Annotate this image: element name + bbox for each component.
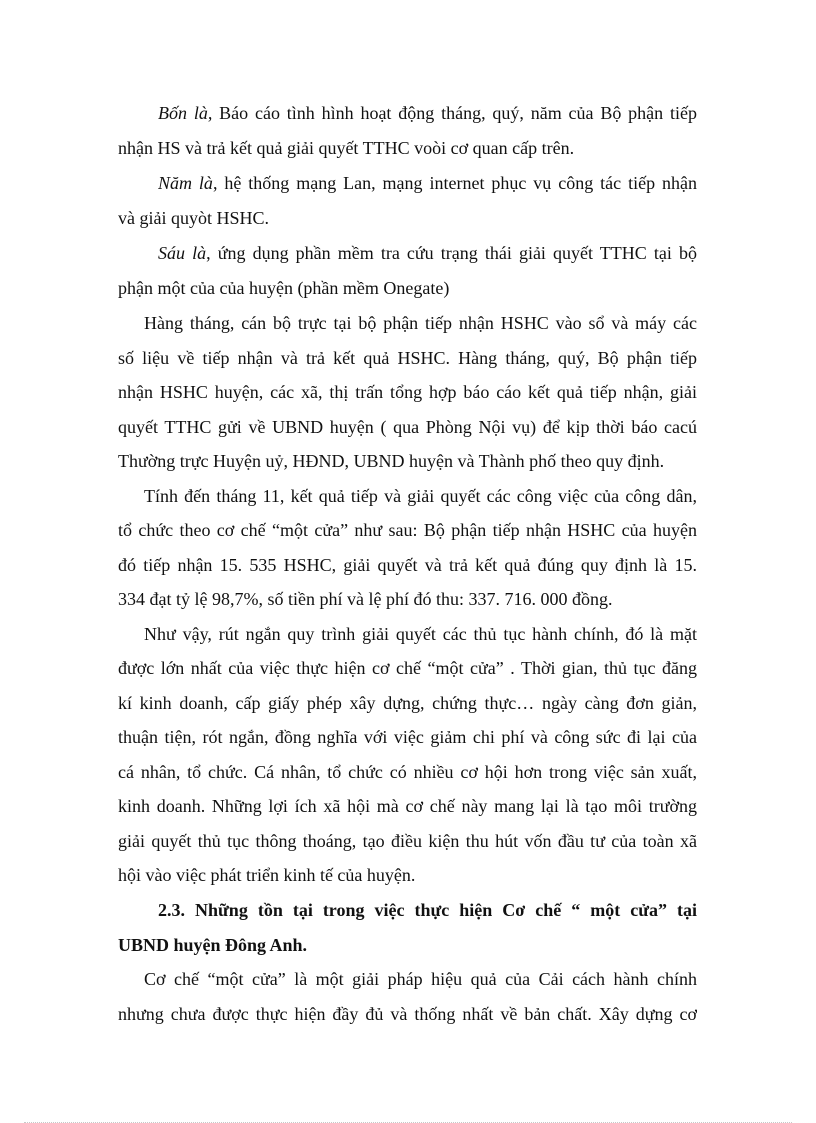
paragraph-tinh-den-line-3: đó tiếp nhận 15. 535 HSHC, giải quyết và trả kết quả đúng quy định là 15. [118,555,697,575]
paragraph-nhu-vay-line-4: thuận tiện, rót ngắn, đồng nghĩa với việc giảm chi phí và công sức đi lại của [118,727,697,747]
paragraph-nam-la-line-1 [158,169,697,197]
paragraph-tinh-den-line-4: 334 đạt tỷ lệ 98,7%, số tiền phí và lệ phí đó thu: 337. 716. 000 đồng. [118,589,613,609]
paragraph-hang-thang-line-3: nhận HSHC huyện, các xã, thị trấn tổng hợp báo cáo kết quả tiếp nhận, giải [118,382,697,402]
paragraph-hang-thang-line-1: Hàng tháng, cán bộ trực tại bộ phận tiếp nhận HSHC vào sổ và máy các [144,313,697,333]
section-heading-2-3-line-1: 2.3. Những tồn tại trong việc thực hiện Cơ chế “ một cửa” tại [158,900,697,920]
paragraph-nhu-vay-line-3: kí kinh doanh, cấp giấy phép xây dựng, chứng thực… ngày càng đơn giản, [118,693,697,713]
paragraph-lead-italic: Bốn là, [158,103,213,123]
paragraph-text: , ứng dụng phần mềm tra cứu trạng thái giải quyết TTHC tại bộ [206,243,697,263]
paragraph-co-che-line-2: nhưng chưa được thực hiện đầy đủ và thống nhất về bản chất. Xây dựng cơ [118,1004,697,1024]
paragraph-nhu-vay-line-8: hội vào việc phát triển kinh tế của huyện. [118,865,416,885]
paragraph-hang-thang-line-4: quyết TTHC gửi về UBND huyện ( qua Phòng Nội vụ) để kịp thời báo cacú [118,417,697,437]
paragraph-nhu-vay-line-5: cá nhân, tổ chức. Cá nhân, tổ chức có nhiều cơ hội hơn trong việc sản xuất, [118,762,697,782]
paragraph-bon-la-line-1 [158,99,697,127]
paragraph-nhu-vay-line-6: kinh doanh. Những lợi ích xã hội mà cơ chế này mang lại là tạo môi trường [118,796,697,816]
paragraph-sau-la-line-2: phận một của của huyện (phần mềm Onegate) [118,278,450,298]
paragraph-lead-italic: Năm là [158,173,213,193]
paragraph-nhu-vay-line-1: Như vậy, rút ngắn quy trình giải quyết các thủ tục hành chính, đó là mặt [144,624,697,644]
paragraph-lead-italic: Sáu là [158,243,207,263]
paragraph-tinh-den-line-2: tổ chức theo cơ chế “một cửa” như sau: Bộ phận tiếp nhận HSHC của huyện [118,520,697,540]
paragraph-text: , hệ thống mạng Lan, mạng internet phục vụ công tác tiếp nhận [212,173,697,193]
paragraph-hang-thang-line-5: Thường trực Huyện uỷ, HĐND, UBND huyện và Thành phố theo quy định. [118,451,665,471]
paragraph-text: Báo cáo tình hình hoạt động tháng, quý, năm của Bộ phận tiếp [212,103,697,123]
paragraph-nhu-vay-line-7: giải quyết thủ tục thông thoáng, tạo điều kiện thu hút vốn đầu tư của toàn xã [118,831,697,851]
paragraph-bon-la-line-2: nhận HS và trả kết quả giải quyết TTHC voòi cơ quan cấp trên. [118,138,575,158]
paragraph-nam-la-line-2: và giải quyòt HSHC. [118,208,269,228]
paragraph-nhu-vay-line-2: được lớn nhất của việc thực hiện cơ chế “một cửa” . Thời gian, thủ tục đăng [118,658,697,678]
section-heading-2-3-line-2: UBND huyện Đông Anh. [118,935,308,955]
paragraph-hang-thang-line-2: số liệu về tiếp nhận và trả kết quả HSHC. Hàng tháng, quý, Bộ phận tiếp [118,348,697,368]
paragraph-sau-la-line-1 [158,239,697,267]
paragraph-co-che-line-1: Cơ chế “một cửa” là một giải pháp hiệu quả của Cải cách hành chính [144,969,697,989]
paragraph-tinh-den-line-1: Tính đến tháng 11, kết quả tiếp và giải quyết các công việc của công dân, [144,486,697,506]
